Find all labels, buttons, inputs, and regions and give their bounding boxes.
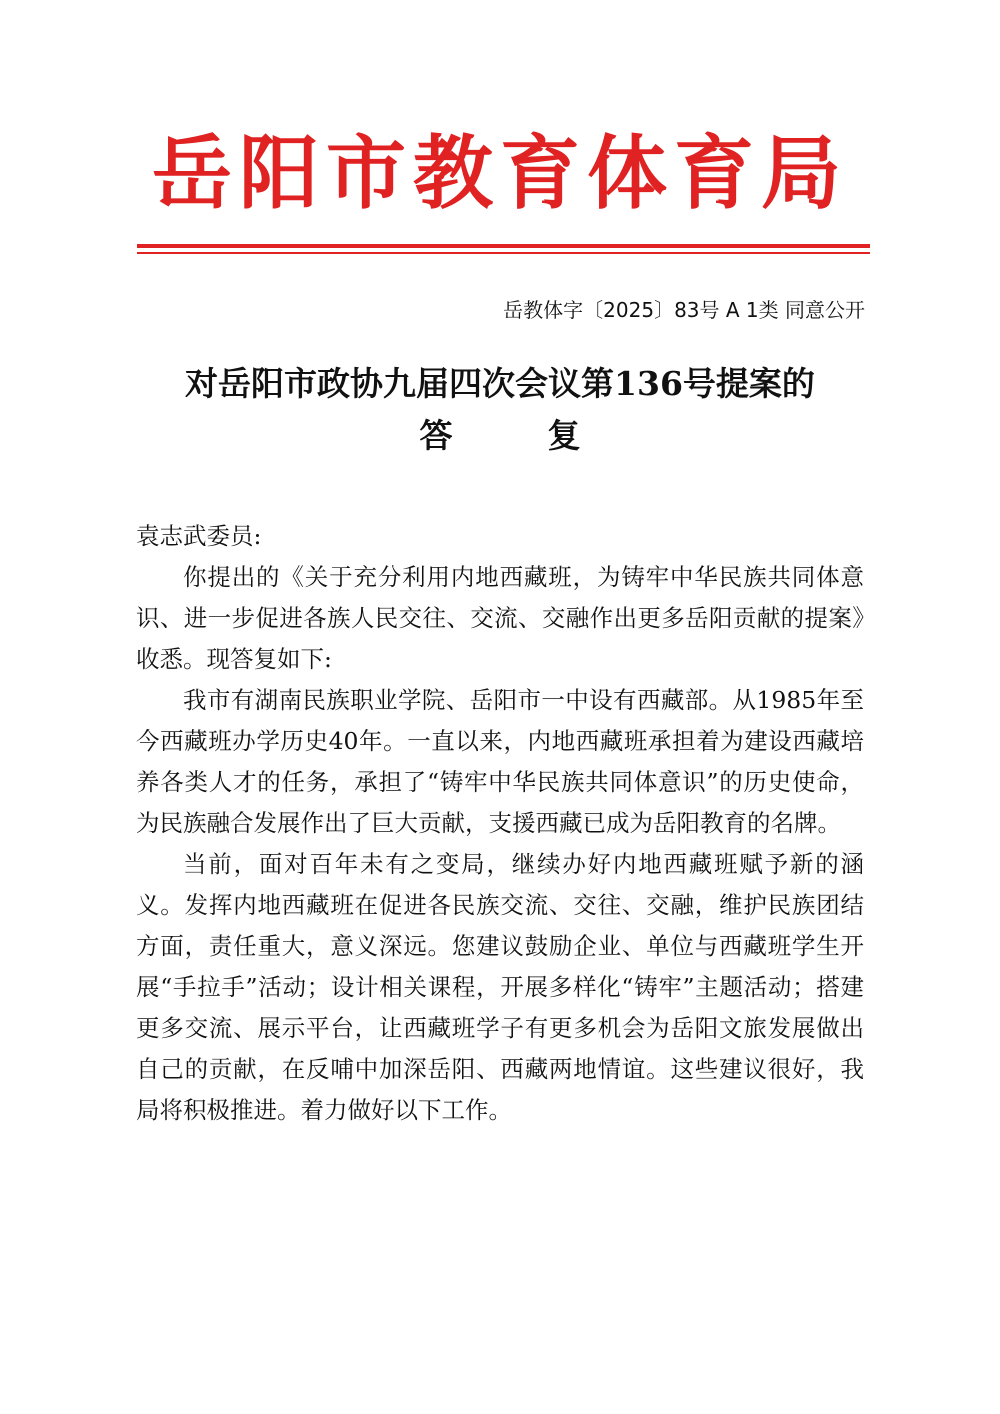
agency-letterhead: 岳阳市教育体育局 (152, 126, 848, 220)
document-title-line1: 对岳阳市政协九届四次会议第136号提案的 (185, 364, 815, 403)
paragraph-3: 当前，面对百年未有之变局，继续办好内地西藏班赋予新的涵义。发挥内地西藏班在促进各民族交流、交往、交融，维护民族团结方面，责任重大，意义深远。您建议鼓励企业、单位与西藏班学生开展“手拉手”活动；设计相关课程，开展多样化“铸牢”主题活动；搭建更多交流、展示平台，让西藏班学子有更多机会为岳阳文旅发展做出自己的贡献，在反哺中加深岳阳、西藏两地情谊。这些建议很好，我局将积极推进。着力做好以下工作。 (136, 850, 864, 1124)
document-number: 岳教体字〔2025〕83号 A 1类 同意公开 (503, 298, 865, 322)
paragraph-1: 你提出的《关于充分利用内地西藏班，为铸牢中华民族共同体意识、进一步促进各族人民交往、交流、交融作出更多岳阳贡献的提案》收悉。现答复如下: (136, 563, 864, 673)
salutation: 袁志武委员: (136, 522, 262, 550)
letterhead-divider-thin (137, 252, 870, 254)
document-title-line2: 答复 (419, 416, 676, 455)
letter-body (136, 516, 864, 1131)
paragraph-2: 我市有湖南民族职业学院、岳阳市一中设有西藏部。从1985年至今西藏班办学历史40年。一直以来，内地西藏班承担着为建设西藏培养各类人才的任务，承担了“铸牢中华民族共同体意识”的历史使命，为民族融合发展作出了巨大贡献，支援西藏已成为岳阳教育的名牌。 (136, 686, 864, 837)
letterhead-divider-thick (137, 244, 870, 248)
